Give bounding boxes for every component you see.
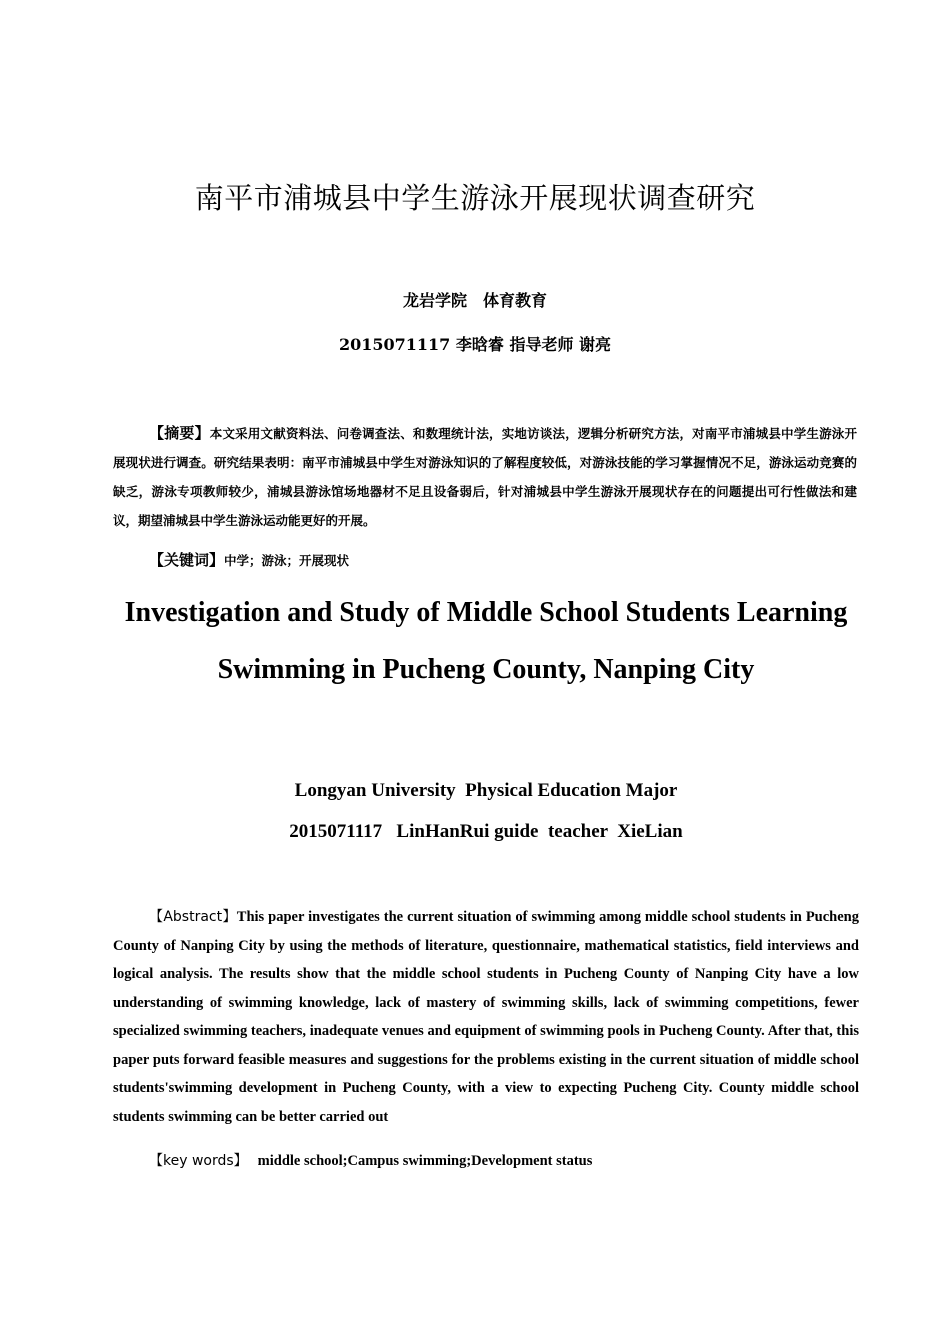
english-keywords-text: middle school;Campus swimming;Development status xyxy=(257,1153,593,1169)
chinese-title: 南平市浦城县中学生游泳开展现状调查研究 xyxy=(194,181,756,215)
english-abstract xyxy=(113,903,859,1131)
chinese-affiliation: 龙岩学院 体育教育 xyxy=(402,291,547,310)
chinese-abstract xyxy=(113,419,857,535)
english-abstract-label: 【Abstract】 xyxy=(149,909,237,925)
english-title-line-1: Investigation and Study of Middle School Students Learning xyxy=(124,597,848,628)
english-keywords xyxy=(149,1148,592,1174)
chinese-author-line: 2015071117 李晗睿 指导老师 谢亮 xyxy=(338,335,612,354)
english-abstract-text: This paper investigates the current situation of swimming among middle school students in Pucheng County of Nanping City by using the methods of literature, questionnaire, mathematical statistics, field interviews and logical analysis. The results show that the middle school students in Pucheng County of Nanping City have a low understanding of swimming knowledge, lack of mastery of swimming skills, lack of swimming competitions, fewer specialized swimming teachers, inadequate venues and equipment of swimming pools in Pucheng County. After that, this paper puts forward feasible measures and suggestions for the problems existing in the current situation of middle school students'swimming development in Pucheng County, with a view to expecting Pucheng City. County middle school students swimming can be better carried out xyxy=(113,909,859,1125)
chinese-abstract-text: 本文采用文献资料法、问卷调查法、和数理统计法，实地访谈法，逻辑分析研究方法，对南平市浦城县中学生游泳开展现状进行调查。研究结果表明：南平市浦城县中学生对游泳知识的了解程度较低，对游泳技能的学习掌握情况不足，游泳运动竞赛的缺乏，游泳专项教师较少，浦城县游泳馆场地器材不足且设备弱后，针对浦城县中学生游泳开展现状存在的问题提出可行性做法和建议，期望浦城县中学生游泳运动能更好的开展。 xyxy=(113,426,857,528)
english-affiliation: Longyan University Physical Education Major xyxy=(294,780,678,801)
chinese-keywords-text: 中学；游泳；开展现状 xyxy=(224,553,350,568)
english-author-line: 2015071117 LinHanRui guide teacher XieLian xyxy=(289,821,683,842)
chinese-keywords-label: 【关键词】 xyxy=(149,551,225,569)
chinese-abstract-label: 【摘要】 xyxy=(149,424,210,442)
english-title-line-2: Swimming in Pucheng County, Nanping City xyxy=(217,654,755,685)
english-keywords-label: 【key words】 xyxy=(149,1153,248,1169)
english-title xyxy=(0,584,950,698)
chinese-keywords xyxy=(149,547,349,574)
